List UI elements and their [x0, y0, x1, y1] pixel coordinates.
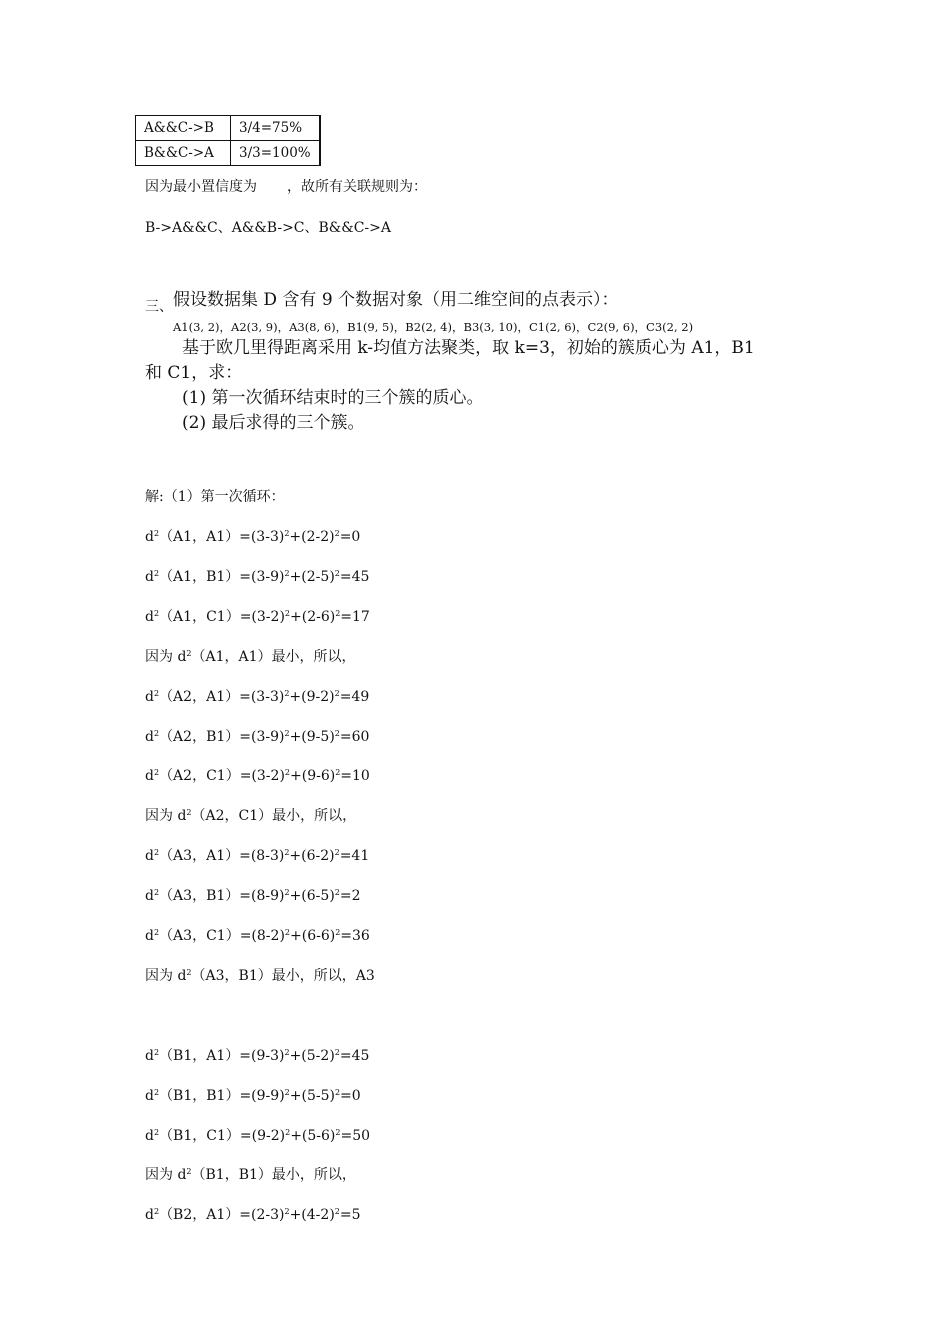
confidence-cell: 3/4=75% — [231, 116, 321, 141]
square-superscript: 2 — [334, 1087, 341, 1097]
calc-term-2: +(2-6) — [290, 608, 336, 625]
point-pair: （A3，B1） — [191, 967, 272, 984]
distance-calc-line — [145, 1087, 361, 1105]
square-superscript: 2 — [186, 808, 192, 818]
point-pair: （B1，B1） — [159, 1087, 240, 1104]
description-line-2: 和 C1，求： — [145, 363, 243, 383]
square-superscript: 2 — [334, 1207, 340, 1217]
because-suffix: 最小，所以， — [271, 1167, 356, 1184]
calc-term-1: =(3-3) — [239, 688, 285, 705]
square-superscript: 2 — [186, 967, 192, 977]
calc-term-1: =(9-9) — [239, 1087, 285, 1104]
distance-calc-line — [145, 728, 369, 746]
square-superscript: 2 — [153, 1127, 160, 1137]
calc-result: =10 — [340, 768, 370, 785]
distance-symbol: d — [145, 568, 154, 585]
calc-term-2: +(2-2) — [289, 529, 335, 545]
points-line: A1(3, 2)，A2(3, 9)，A3(8, 6)，B1(9, 5)，B2(2, 4)，B3(3, 10)，C1(2, 6)，C2(9, 6)，C3(2, 2) — [173, 320, 694, 334]
because-suffix: 最小，所以， — [271, 648, 356, 665]
point-pair: （A1，B1） — [159, 568, 240, 585]
distance-calc-line — [145, 688, 369, 706]
calc-result: =50 — [340, 1127, 371, 1144]
square-superscript: 2 — [284, 888, 290, 898]
distance-calc-line — [145, 568, 369, 586]
square-superscript: 2 — [284, 848, 290, 858]
distance-symbol: d — [145, 688, 154, 705]
distance-symbol: d — [145, 529, 154, 545]
square-superscript: 2 — [284, 1207, 290, 1217]
point-pair: （A1，A1） — [191, 648, 272, 665]
distance-symbol: d — [145, 1127, 154, 1144]
distance-symbol: d — [145, 1207, 154, 1224]
point-pair: （A2，C1） — [159, 768, 240, 785]
calc-term-2: +(6-6) — [290, 928, 336, 944]
because-line — [145, 967, 375, 985]
because-prefix: 因为 d — [145, 1167, 187, 1184]
calc-result: =17 — [340, 608, 370, 625]
square-superscript: 2 — [153, 529, 160, 538]
conclusion-line — [145, 178, 427, 196]
because-prefix: 因为 d — [145, 967, 187, 984]
confidence-cell: 3/3=100% — [231, 141, 321, 166]
distance-symbol: d — [145, 928, 154, 944]
point-pair: （B1，C1） — [159, 1127, 240, 1144]
point-pair: （A2，B1） — [159, 728, 240, 745]
square-superscript: 2 — [284, 529, 290, 538]
distance-symbol: d — [145, 888, 154, 905]
square-superscript: 2 — [335, 768, 341, 778]
because-suffix: 最小，所以，A3 — [271, 967, 375, 984]
square-superscript: 2 — [284, 928, 290, 937]
square-superscript: 2 — [284, 688, 290, 698]
square-superscript: 2 — [153, 688, 160, 698]
distance-symbol: d — [145, 728, 154, 745]
square-superscript: 2 — [334, 728, 340, 738]
calc-result: =5 — [339, 1207, 361, 1224]
calc-term-2: +(9-2) — [289, 688, 335, 705]
point-pair: （A3，C1） — [159, 928, 240, 944]
distance-calc-line — [145, 927, 370, 945]
calc-result: =60 — [339, 728, 370, 745]
problem-header — [145, 289, 619, 315]
square-superscript: 2 — [334, 529, 340, 538]
square-superscript: 2 — [284, 608, 290, 618]
distance-calc-line — [145, 608, 370, 626]
square-superscript: 2 — [186, 648, 192, 658]
rules-table — [135, 115, 321, 166]
calc-term-1: =(9-2) — [239, 1127, 286, 1144]
square-superscript: 2 — [284, 1087, 290, 1097]
distance-calc-line — [145, 847, 369, 865]
distance-calc-line — [145, 1127, 370, 1145]
square-superscript: 2 — [153, 1207, 160, 1217]
calc-term-1: =(3-9) — [239, 568, 285, 585]
rule-cell: B&&C->A — [136, 141, 231, 166]
calc-term-2: +(9-6) — [290, 768, 336, 785]
distance-calc-line — [145, 887, 361, 905]
square-superscript: 2 — [335, 1127, 341, 1137]
calc-term-2: +(5-2) — [289, 1047, 335, 1064]
point-pair: （B1，A1） — [159, 1047, 240, 1064]
distance-symbol: d — [145, 848, 154, 865]
calc-term-1: =(3-9) — [239, 728, 285, 745]
square-superscript: 2 — [186, 1167, 192, 1177]
calc-term-2: +(6-5) — [289, 888, 335, 905]
distance-calc-line — [145, 767, 370, 785]
point-pair: （A2，C1） — [191, 808, 273, 825]
calc-term-2: +(2-5) — [289, 568, 335, 585]
point-pair: （B2，A1） — [159, 1207, 240, 1224]
square-superscript: 2 — [153, 1047, 160, 1057]
square-superscript: 2 — [334, 688, 340, 698]
calc-term-1: =(3-2) — [239, 768, 285, 785]
problem-number: 三、 — [145, 299, 173, 315]
square-superscript: 2 — [285, 1127, 291, 1137]
square-superscript: 2 — [284, 768, 290, 778]
point-pair: （A3，B1） — [159, 888, 240, 905]
solution-heading: 解:（1）第一次循环： — [145, 489, 285, 505]
description-line-1: 基于欧几里得距离采用 k-均值方法聚类，取 k=3，初始的簇质心为 A1，B1 — [182, 338, 755, 358]
calc-term-1: =(8-2) — [239, 928, 285, 944]
square-superscript: 2 — [153, 848, 160, 858]
square-superscript: 2 — [153, 888, 160, 898]
calc-result: =41 — [339, 848, 370, 865]
square-superscript: 2 — [153, 728, 160, 738]
because-prefix: 因为 d — [145, 808, 187, 825]
square-superscript: 2 — [284, 568, 290, 578]
square-superscript: 2 — [334, 848, 340, 858]
square-superscript: 2 — [334, 1047, 340, 1057]
conclusion-text-2: ，故所有关联规则为： — [287, 179, 427, 195]
calc-result: =2 — [339, 888, 361, 905]
calc-term-1: =(9-3) — [239, 1047, 285, 1064]
square-superscript: 2 — [153, 568, 160, 578]
calc-term-1: =(2-3) — [239, 1207, 285, 1224]
calc-term-2: +(4-2) — [289, 1207, 335, 1224]
calc-term-1: =(3-3) — [239, 529, 285, 545]
point-pair: （A1，C1） — [159, 608, 240, 625]
calc-result: =49 — [339, 688, 370, 705]
square-superscript: 2 — [153, 1087, 160, 1097]
distance-calc-line — [145, 528, 360, 546]
calc-term-1: =(3-2) — [239, 608, 285, 625]
rule-cell: A&&C->B — [136, 116, 231, 141]
distance-symbol: d — [145, 608, 154, 625]
distance-symbol: d — [145, 1047, 154, 1064]
square-superscript: 2 — [284, 728, 290, 738]
table-row — [136, 116, 321, 141]
square-superscript: 2 — [153, 928, 160, 937]
distance-calc-line — [145, 1206, 361, 1224]
distance-calc-line — [145, 1047, 369, 1065]
conclusion-text-1: 因为最小置信度为 — [145, 179, 257, 195]
square-superscript: 2 — [284, 1047, 290, 1057]
calc-result: =45 — [339, 568, 370, 585]
calc-result: =0 — [339, 529, 361, 545]
calc-term-2: +(5-6) — [290, 1127, 336, 1144]
calc-term-2: +(9-5) — [289, 728, 335, 745]
because-suffix: 最小，所以， — [272, 808, 357, 825]
calc-result: =45 — [339, 1047, 370, 1064]
because-line — [145, 807, 356, 825]
distance-symbol: d — [145, 1087, 154, 1104]
calc-result: =36 — [340, 928, 370, 944]
point-pair: （A1，A1） — [159, 529, 240, 545]
because-prefix: 因为 d — [145, 648, 187, 665]
calc-term-2: +(5-5) — [289, 1087, 335, 1104]
square-superscript: 2 — [334, 888, 340, 898]
square-superscript: 2 — [153, 768, 160, 778]
because-line — [145, 648, 356, 666]
calc-term-2: +(6-2) — [289, 848, 335, 865]
calc-term-1: =(8-9) — [239, 888, 285, 905]
table-row — [136, 141, 321, 166]
point-pair: （B1，B1） — [191, 1167, 272, 1184]
because-line — [145, 1166, 356, 1184]
calc-result: =0 — [340, 1087, 361, 1104]
square-superscript: 2 — [335, 928, 341, 937]
square-superscript: 2 — [335, 608, 341, 618]
square-superscript: 2 — [334, 568, 340, 578]
question-1: (1) 第一次循环结束时的三个簇的质心。 — [182, 388, 484, 408]
question-2: (2) 最后求得的三个簇。 — [182, 413, 365, 433]
problem-title: 假设数据集 D 含有 9 个数据对象（用二维空间的点表示）： — [173, 290, 619, 310]
square-superscript: 2 — [153, 608, 160, 618]
calc-term-1: =(8-3) — [239, 848, 285, 865]
point-pair: （A3，A1） — [159, 848, 240, 865]
rules-line: B->A&&C、A&&B->C、B&&C->A — [145, 220, 392, 236]
point-pair: （A2，A1） — [159, 688, 240, 705]
distance-symbol: d — [145, 768, 154, 785]
